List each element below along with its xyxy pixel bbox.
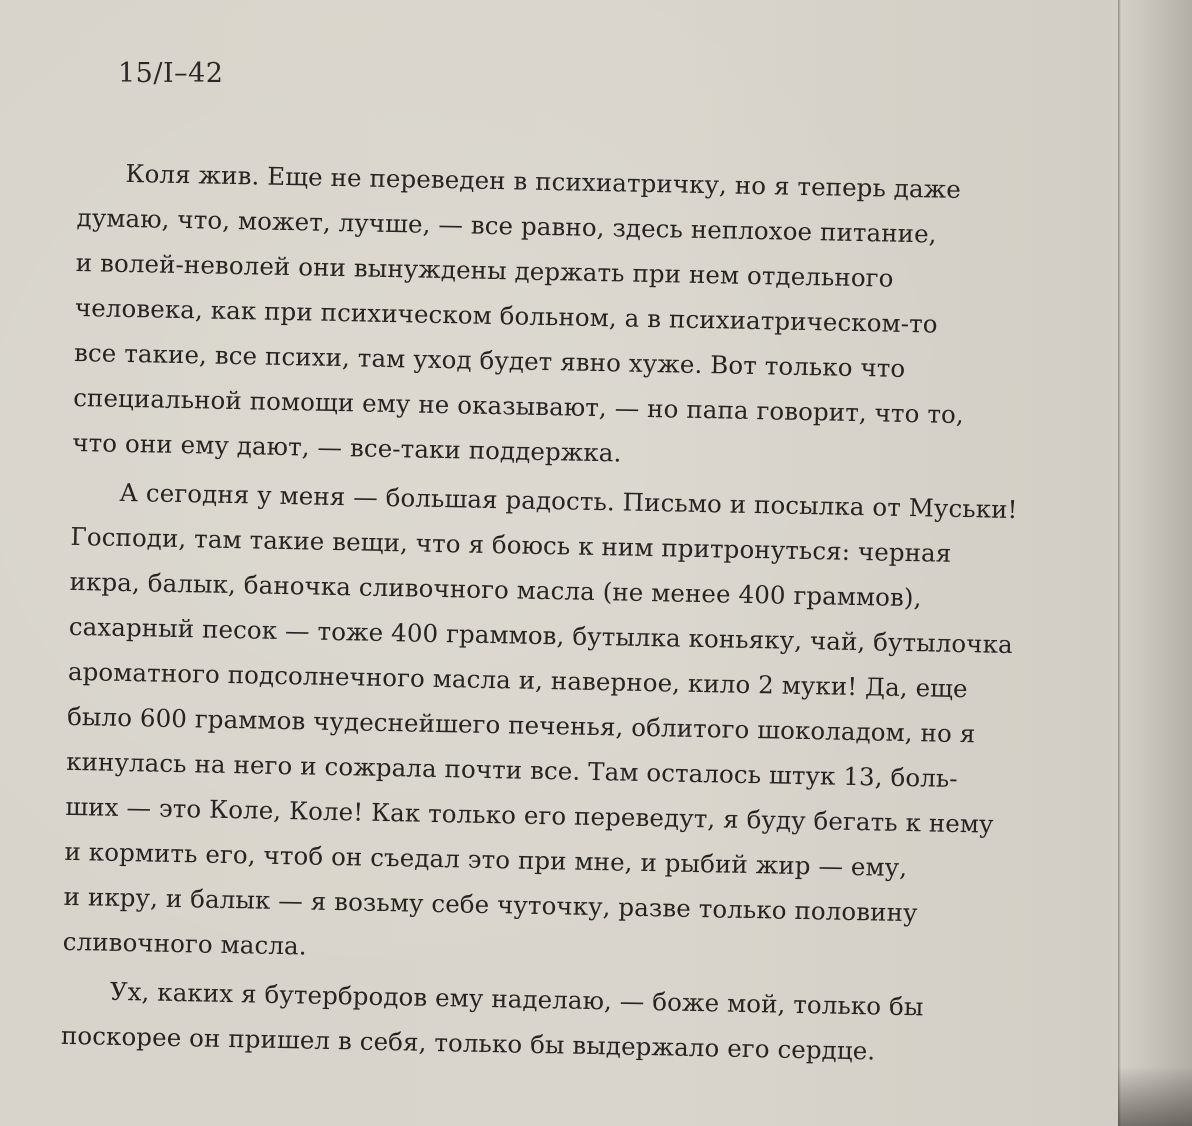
text-line: что они ему дают, — все-таки поддержка. xyxy=(72,427,622,468)
text-line: сахарный песок — тоже 400 граммов, бутылка коньяку, чай, бутылочка xyxy=(68,611,1014,660)
text-line: Коля жив. Еще не переведен в психиатричку, но я теперь даже xyxy=(125,158,962,204)
text-line: думаю, что, может, лучше, — все равно, здесь неплохое питание, xyxy=(76,202,937,249)
text-line: и икру, и балык — я возьму себе чуточку, разве только половину xyxy=(63,881,918,928)
book-page-edge xyxy=(1118,0,1192,1126)
text-line: кинулась на него и сожрала почти все. Там осталось штук 13, боль- xyxy=(65,746,958,794)
text-line: ароматного подсолнечного масла и, наверное, кило 2 муки! Да, еще xyxy=(67,656,968,704)
text-line: ших — это Коле, Коле! Как только его переведут, я буду бегать к нему xyxy=(65,791,994,839)
text-line: А сегодня у меня — большая радость. Письмо и посылка от Муськи! xyxy=(119,477,1018,525)
text-line: было 600 граммов чудеснейшего печенья, облитого шоколадом, но я xyxy=(66,701,976,749)
text-line: поскорее он пришел в себя, только бы выдержало его сердце. xyxy=(60,1020,876,1066)
text-line: и волей-неволей они вынуждены держать при нем отдельного xyxy=(75,247,894,293)
text-line: икра, балык, баночка сливочного масла (не менее 400 граммов), xyxy=(69,566,922,613)
text-line: специальной помощи ему не оказывают, — но папа говорит, что то, xyxy=(72,382,965,430)
text-line: все такие, все психи, там уход будет явно хуже. Вот только что xyxy=(73,337,906,383)
diary-text xyxy=(61,150,1068,1077)
text-line: Ух, каких я бутербродов ему наделаю, — боже мой, только бы xyxy=(109,976,924,1022)
paragraph-1 xyxy=(72,150,1068,484)
text-line: сливочного масла. xyxy=(62,926,307,961)
paragraph-2 xyxy=(62,469,1061,983)
text-line: и кормить его, чтоб он съедал это при мне, и рыбий жир — ему, xyxy=(64,836,908,883)
text-line: Господи, там такие вещи, что я боюсь к ним притронуться: черная xyxy=(70,521,952,568)
diary-date: 15/I–42 xyxy=(118,58,224,89)
text-line: человека, как при психическом больном, а в психиатрическом-то xyxy=(74,292,938,339)
paragraph-3 xyxy=(61,968,1053,1077)
